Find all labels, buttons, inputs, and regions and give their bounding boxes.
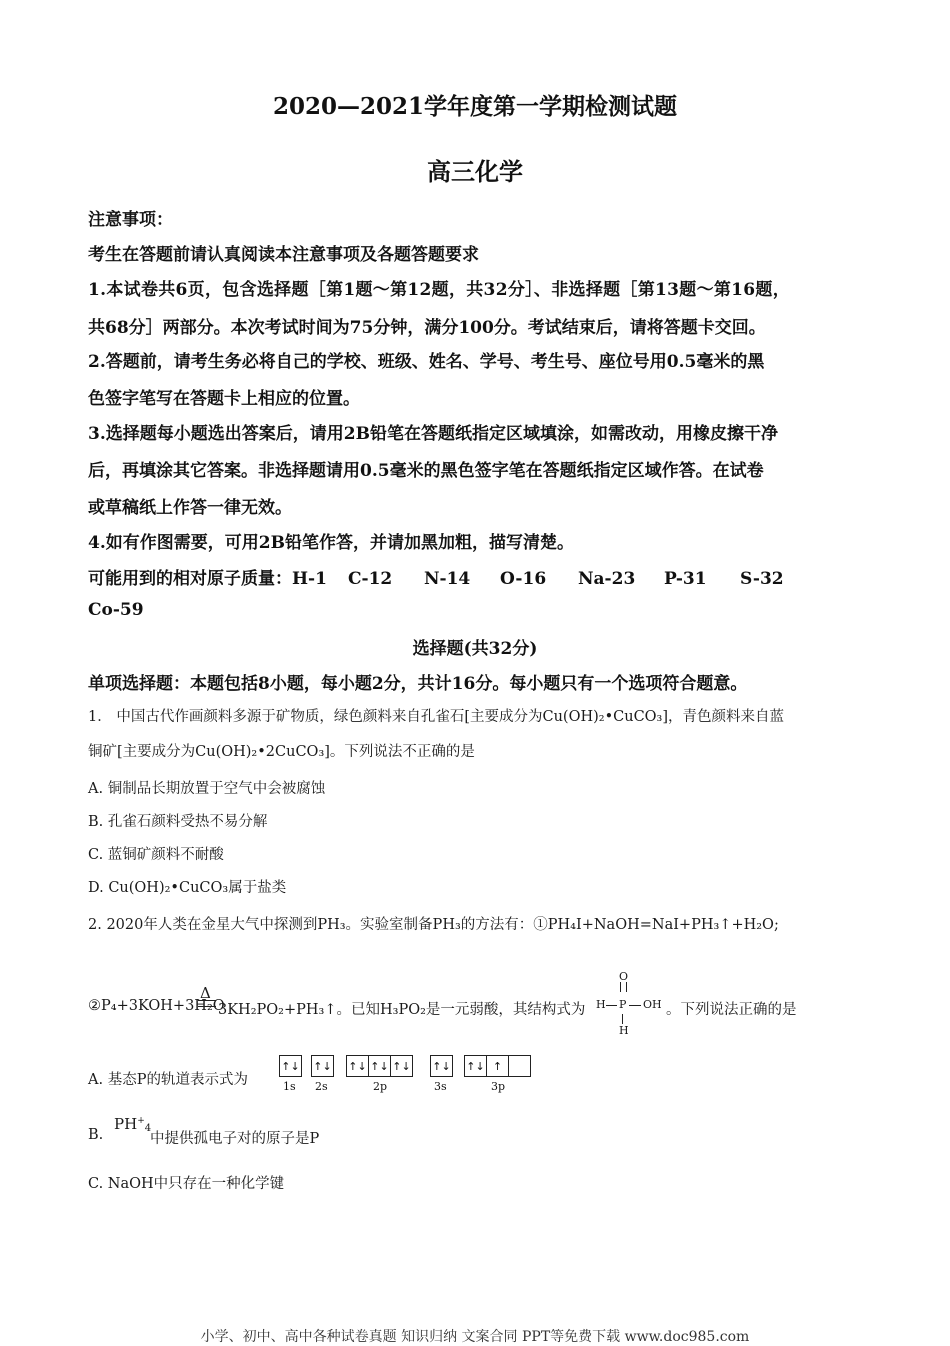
- ph4-subscript: 4: [144, 1123, 152, 1134]
- ph4-charge: +: [137, 1116, 145, 1126]
- orbital-3p: [464, 1055, 530, 1077]
- struct-bond: [629, 1005, 641, 1006]
- ph4-formula: [114, 1115, 151, 1134]
- notice-line: 色签字笔写在答题卡上相应的位置。: [88, 389, 360, 409]
- exam-title: 2020—2021学年度第一学期检测试题: [272, 93, 678, 120]
- orbital-1s: [279, 1055, 301, 1077]
- orbital-box: ↑↓: [430, 1055, 453, 1077]
- heating-condition-symbol: Δ: [200, 984, 211, 1002]
- q2-option-b: [88, 1115, 488, 1155]
- struct-p: P: [619, 998, 627, 1011]
- orbital-2p: [346, 1055, 412, 1077]
- notice-line: 4.如有作图需要，可用2B铅笔作答，并请加黑加粗，描写清楚。: [88, 533, 574, 553]
- orbital-diagram: [279, 1055, 549, 1100]
- atomic-mass-item: O-16: [500, 569, 547, 589]
- orbital-box: ↑↓: [464, 1055, 487, 1077]
- orbital-box: ↑: [486, 1055, 509, 1077]
- notice-line: 1.本试卷共6页，包含选择题［第1题～第12题，共32分］、非选择题［第13题～第16题，: [88, 280, 791, 300]
- atomic-mass-item: Na-23: [578, 569, 636, 589]
- orbital-label: 1s: [283, 1080, 296, 1093]
- notice-line: 2.答题前，请考生务必将自己的学校、班级、姓名、学号、考生号、座位号用0.5毫米的黑: [88, 352, 765, 372]
- q2-option-c: C. NaOH中只存在一种化学键: [88, 1176, 285, 1192]
- h3po2-structure: [596, 970, 666, 1038]
- orbital-3s: [430, 1055, 452, 1077]
- q2-stem: 2. 2020年人类在金星大气中探测到PH₃。实验室制备PH₃的方法有：①PH₄I+NaOH=NaI+PH₃↑+H₂O;: [88, 917, 779, 933]
- struct-bond: [606, 1005, 617, 1006]
- notice-heading: 注意事项：: [88, 210, 173, 230]
- orbital-box: ↑↓: [390, 1055, 413, 1077]
- orbital-label: 2p: [373, 1080, 388, 1093]
- q1-option-d: D. Cu(OH)₂•CuCO₃属于盐类: [88, 880, 287, 896]
- q2-reaction-left: ②P₄+3KOH+3H₂O: [88, 998, 225, 1014]
- notice-line: 共68分］两部分。本次考试时间为75分钟，满分100分。考试结束后，请将答题卡交回。: [88, 318, 766, 338]
- notice-line: 或草稿纸上作答一律无效。: [88, 498, 292, 518]
- q1-option-c: C. 蓝铜矿颜料不耐酸: [88, 847, 224, 863]
- orbital-box: ↑↓: [368, 1055, 391, 1077]
- orbital-label: 3s: [434, 1080, 447, 1093]
- orbital-box: [508, 1055, 531, 1077]
- atomic-mass-item: C-12: [348, 569, 393, 589]
- struct-h-bottom: H: [619, 1024, 629, 1037]
- orbital-label: 2s: [315, 1080, 328, 1093]
- equals-sign: [198, 1000, 216, 1007]
- q1-stem: 1． 中国古代作画颜料多源于矿物质，绿色颜料来自孔雀石[主要成分为Cu(OH)₂•CuCO₃]，青色颜料来自蓝: [88, 709, 785, 725]
- orbital-box: ↑↓: [346, 1055, 369, 1077]
- atomic-mass-item: H-1: [292, 569, 327, 589]
- option-b-prefix: B.: [88, 1127, 104, 1143]
- atomic-mass-label: 可能用到的相对原子质量：: [88, 569, 292, 589]
- q2-reaction-right: 3KH₂PO₂+PH₃↑。已知H₃PO₂是一元弱酸，其结构式为: [218, 1002, 586, 1018]
- option-b-text: 中提供孤电子对的原子是P: [150, 1131, 320, 1147]
- q2-option-a: A. 基态P的轨道表示式为: [88, 1072, 248, 1088]
- section-instruction: 单项选择题：本题包括8小题，每小题2分，共计16分。每小题只有一个选项符合题意。: [88, 674, 748, 694]
- atomic-mass-item: S-32: [740, 569, 784, 589]
- q1-option-b: B. 孔雀石颜料受热不易分解: [88, 814, 268, 830]
- notice-line: 3.选择题每小题选出答案后，请用2B铅笔在答题纸指定区域填涂，如需改动，用橡皮擦干净: [88, 424, 778, 444]
- struct-o: O: [619, 970, 629, 983]
- page-footer: 小学、初中、高中各种试卷真题 知识归纳 文案合同 PPT等免费下载 www.doc985.com: [200, 1329, 750, 1345]
- struct-double-bond: [620, 982, 627, 992]
- q1-stem: 铜矿[主要成分为Cu(OH)₂•2CuCO₃]。下列说法不正确的是: [88, 744, 475, 760]
- ph4-base: PH: [114, 1115, 138, 1133]
- struct-h-left: H: [596, 998, 606, 1011]
- atomic-mass-extra: Co-59: [88, 600, 144, 620]
- notice-line: 后，再填涂其它答案。非选择题请用0.5毫米的黑色签字笔在答题纸指定区域作答。在试卷: [88, 461, 764, 481]
- atomic-mass-item: P-31: [664, 569, 707, 589]
- section-heading: 选择题(共32分): [412, 639, 538, 659]
- atomic-mass-item: N-14: [424, 569, 471, 589]
- q1-option-a: A. 铜制品长期放置于空气中会被腐蚀: [88, 781, 326, 797]
- notice-intro: 考生在答题前请认真阅读本注意事项及各题答题要求: [88, 245, 479, 265]
- orbital-box: ↑↓: [279, 1055, 302, 1077]
- struct-bond: [622, 1014, 623, 1024]
- exam-subtitle: 高三化学: [427, 157, 523, 186]
- struct-oh: OH: [643, 998, 662, 1011]
- orbital-2s: [311, 1055, 333, 1077]
- atomic-mass-line: [88, 564, 784, 589]
- q2-stem-end: 。下列说法正确的是: [666, 1002, 797, 1018]
- orbital-box: ↑↓: [311, 1055, 334, 1077]
- orbital-label: 3p: [491, 1080, 506, 1093]
